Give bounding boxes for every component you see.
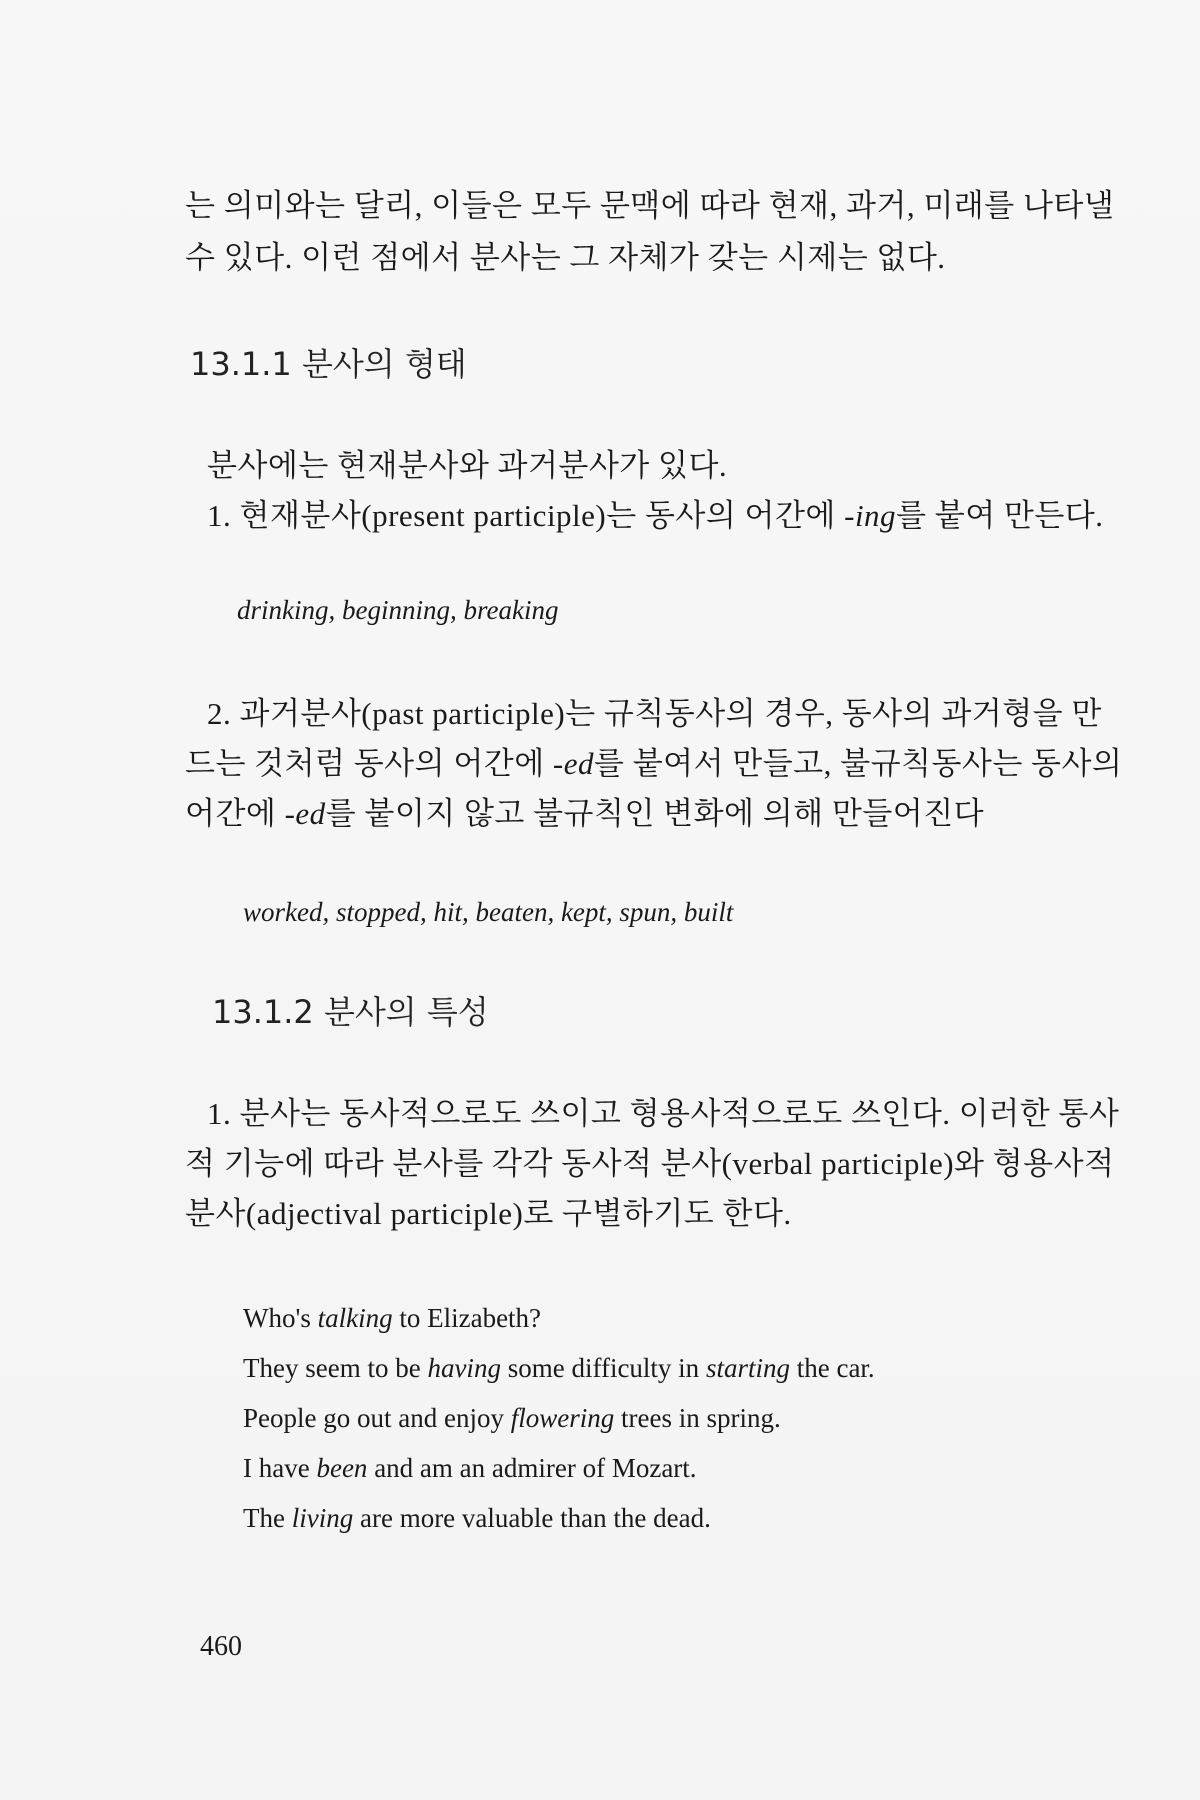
item-2-line-2-italic: -ed	[552, 746, 594, 781]
item-2-line-3-prefix: 어간에	[185, 796, 285, 831]
intro-line-2: 수 있다. 이런 점에서 분사는 그 자체가 갖는 시제는 없다.	[185, 240, 946, 275]
sentence-text: the car.	[789, 1353, 875, 1383]
section-13-1-2-item-1-line-3: 분사(adjectival participle)로 구별하기도 한다.	[185, 1196, 792, 1231]
sentence-participle: flowering	[510, 1403, 615, 1433]
section-13-1-1-item-2-line-3	[185, 794, 984, 834]
item-2-line-3-suffix: 를 붙이지 않고 불규칙인 변화에 의해 만들어진다	[325, 796, 985, 831]
example-sentence-4	[243, 1450, 697, 1486]
item-2-line-2-prefix: 드는 것처럼 동사의 어간에	[185, 746, 553, 781]
page-number: 460	[200, 1631, 242, 1662]
sentence-participle: starting	[705, 1353, 790, 1383]
example-present-participles: drinking, beginning, breaking	[237, 595, 559, 625]
section-13-1-1-item-2-line-1: 2. 과거분사(past participle)는 규칙동사의 경우, 동사의 과거형을 만	[207, 696, 1102, 731]
example-sentence-1	[243, 1300, 541, 1336]
section-heading-13-1-2: 13.1.2 분사의 특성	[212, 993, 489, 1031]
section-heading-13-1-1: 13.1.1 분사의 형태	[190, 345, 467, 383]
sentence-participle: talking	[317, 1303, 393, 1333]
section-13-1-1-item-1	[207, 496, 1104, 536]
sentence-text: trees in spring.	[614, 1403, 781, 1433]
intro-line-1: 는 의미와는 달리, 이들은 모두 문맥에 따라 현재, 과거, 미래를 나타낼	[185, 188, 1115, 223]
example-sentence-3	[243, 1400, 781, 1436]
sentence-text: The	[243, 1503, 292, 1533]
sentence-text: some difficulty in	[500, 1353, 706, 1383]
sentence-participle: been	[316, 1453, 368, 1483]
sentence-text: are more valuable than the dead.	[353, 1503, 711, 1533]
section-13-1-2-item-1-line-1: 1. 분사는 동사적으로도 쓰이고 형용사적으로도 쓰인다. 이러한 통사	[207, 1096, 1120, 1131]
item-1-prefix: 1. 현재분사(present participle)는 동사의 어간에	[207, 498, 845, 533]
example-sentence-5	[243, 1500, 711, 1536]
sentence-participle: having	[427, 1353, 501, 1383]
sentence-text: I have	[243, 1453, 317, 1483]
section-13-1-2-item-1-line-2: 적 기능에 따라 분사를 각각 동사적 분사(verbal participle)와 형용사적	[185, 1146, 1115, 1181]
section-13-1-1-lead: 분사에는 현재분사와 과거분사가 있다.	[207, 448, 728, 483]
example-past-participles: worked, stopped, hit, beaten, kept, spun, built	[243, 897, 734, 927]
sentence-text: Who's	[243, 1303, 318, 1333]
example-sentence-2	[243, 1350, 875, 1386]
sentence-participle: living	[291, 1503, 354, 1533]
item-2-line-2-suffix: 를 붙여서 만들고, 불규칙동사는 동사의	[594, 746, 1123, 781]
sentence-text: People go out and enjoy	[243, 1403, 511, 1433]
item-2-line-3-italic: -ed	[284, 796, 326, 831]
item-1-postfix: 를 붙여 만든다.	[896, 498, 1104, 533]
sentence-text: They seem to be	[243, 1353, 428, 1383]
sentence-text: and am an admirer of Mozart.	[367, 1453, 697, 1483]
item-1-italic: -ing	[844, 498, 897, 533]
sentence-text: to Elizabeth?	[392, 1303, 542, 1333]
section-13-1-1-item-2-line-2	[185, 744, 1122, 784]
